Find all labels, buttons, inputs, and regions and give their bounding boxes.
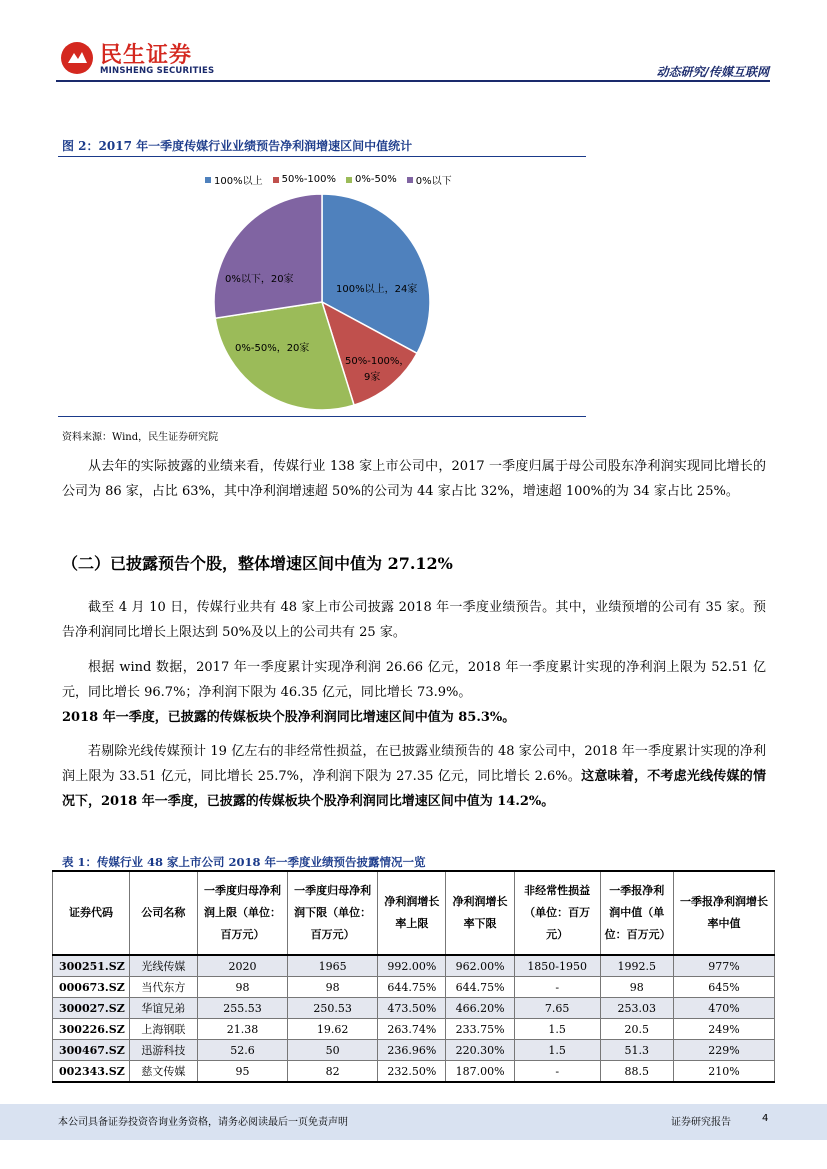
paragraph-4-bold: 这意味着，不考虑光线传媒的情况下，2018 年一季度，已披露的传媒板块个股净利润同比增速区间中值为 14.2%。 bbox=[62, 769, 766, 809]
table-cell: 98 bbox=[197, 977, 287, 998]
table-cell: 50 bbox=[288, 1040, 378, 1061]
table-cell: 962.00% bbox=[446, 955, 514, 977]
table-title: 表 1：传媒行业 48 家上市公司 2018 年一季度业绩预告披露情况一览 bbox=[62, 855, 426, 869]
legend-label: 0%-50% bbox=[355, 174, 397, 185]
legend-label: 50%-100% bbox=[281, 174, 337, 185]
pie-chart bbox=[208, 191, 438, 417]
legend-label: 0%以下 bbox=[415, 176, 452, 187]
paragraph-3-bold: 2018 年一季度，已披露的传媒板块个股净利润同比增速区间中值为 85.3%。 bbox=[62, 710, 516, 725]
table-cell: 977% bbox=[673, 955, 774, 977]
pie-slice-3 bbox=[214, 194, 322, 318]
header-growth-upper: 净利润增长率上限 bbox=[378, 871, 446, 955]
table-cell: 88.5 bbox=[600, 1061, 673, 1083]
table-cell: 迅游科技 bbox=[129, 1040, 197, 1061]
table-cell: 1.5 bbox=[514, 1040, 600, 1061]
table-row bbox=[53, 1061, 775, 1083]
header-lower: 一季度归母净利润下限（单位：百万元） bbox=[288, 871, 378, 955]
table-row bbox=[53, 1040, 775, 1061]
table-cell: 慈文传媒 bbox=[129, 1061, 197, 1083]
table-cell: 233.75% bbox=[446, 1019, 514, 1040]
table-cell: 255.53 bbox=[197, 998, 287, 1019]
table-cell: 52.6 bbox=[197, 1040, 287, 1061]
table-cell: 2020 bbox=[197, 955, 287, 977]
table-cell: 华谊兄弟 bbox=[129, 998, 197, 1019]
table-cell: 1992.5 bbox=[600, 955, 673, 977]
table-cell: 7.65 bbox=[514, 998, 600, 1019]
header-company: 公司名称 bbox=[129, 871, 197, 955]
header-nonrecurring: 非经常性损益（单位：百万元） bbox=[514, 871, 600, 955]
table-cell: 229% bbox=[673, 1040, 774, 1061]
legend-item bbox=[407, 172, 452, 187]
table-cell: 249% bbox=[673, 1019, 774, 1040]
figure-source: 资料来源：Wind，民生证券研究院 bbox=[62, 432, 219, 443]
table-cell: 000673.SZ bbox=[53, 977, 130, 998]
table-cell: 645% bbox=[673, 977, 774, 998]
table-cell: 98 bbox=[600, 977, 673, 998]
table-cell: 250.53 bbox=[288, 998, 378, 1019]
table-cell: 300027.SZ bbox=[53, 998, 130, 1019]
table-cell: 82 bbox=[288, 1061, 378, 1083]
report-category: 动态研究/传媒互联网 bbox=[656, 65, 769, 79]
table-cell: 253.03 bbox=[600, 998, 673, 1019]
table-row bbox=[53, 955, 775, 977]
header-rule bbox=[56, 80, 770, 82]
figure-bottom-rule bbox=[58, 416, 586, 417]
legend-item bbox=[273, 172, 336, 187]
figure-title: 图 2：2017 年一季度传媒行业业绩预告净利润增速区间中值统计 bbox=[62, 139, 413, 153]
header-upper: 一季度归母净利润上限（单位：百万元） bbox=[197, 871, 287, 955]
data-label-slice-3: 0%以下，20家 bbox=[225, 274, 294, 285]
table-cell: - bbox=[514, 977, 600, 998]
table-header-row bbox=[53, 871, 775, 955]
table-cell: 644.75% bbox=[446, 977, 514, 998]
table-cell: 51.3 bbox=[600, 1040, 673, 1061]
data-label-slice-1a: 50%-100%， bbox=[345, 356, 410, 367]
table-cell: 466.20% bbox=[446, 998, 514, 1019]
legend-item bbox=[205, 172, 263, 187]
header-growth-mid: 一季报净利润增长率中值 bbox=[673, 871, 774, 955]
legend-swatch-icon bbox=[205, 177, 211, 183]
legend-swatch-icon bbox=[346, 177, 352, 183]
table-cell: 220.30% bbox=[446, 1040, 514, 1061]
table-cell: 95 bbox=[197, 1061, 287, 1083]
table-cell: 300251.SZ bbox=[53, 955, 130, 977]
table-cell: 21.38 bbox=[197, 1019, 287, 1040]
page-number: 4 bbox=[762, 1113, 769, 1124]
header-mid: 一季报净利润中值（单位：百万元） bbox=[600, 871, 673, 955]
footer-report-type: 证券研究报告 bbox=[671, 1117, 731, 1128]
paragraph-1-text: 从去年的实际披露的业绩来看，传媒行业 138 家上市公司中，2017 一季度归属于母公司股东净利润实现同比增长的公司为 86 家，占比 63%，其中净利润增速超 50%的公司为 44 家占比 32%，增速超 100%的为 34 家占比 25%。 bbox=[62, 459, 766, 499]
paragraph-2 bbox=[62, 595, 766, 645]
table-cell: 1.5 bbox=[514, 1019, 600, 1040]
table-cell: 992.00% bbox=[378, 955, 446, 977]
earnings-table bbox=[52, 870, 775, 1083]
data-label-slice-0: 100%以上，24家 bbox=[336, 284, 418, 295]
table-cell: 1965 bbox=[288, 955, 378, 977]
paragraph-4-text: 若剔除光线传媒预计 19 亿左右的非经常性损益，在已披露业绩预告的 48 家公司中，2018 年一季度累计实现的净利润上限为 33.51 亿元，同比增长 25.7%，净利润下限为 27.35 亿元，同比增长 2.6%。 bbox=[62, 744, 766, 784]
data-label-slice-2: 0%-50%，20家 bbox=[235, 343, 310, 354]
minsheng-logo-icon bbox=[60, 41, 94, 75]
table-cell: 236.96% bbox=[378, 1040, 446, 1061]
chart-legend bbox=[205, 172, 452, 187]
table-cell: 上海钢联 bbox=[129, 1019, 197, 1040]
table-cell: 470% bbox=[673, 998, 774, 1019]
data-label-slice-1b: 9家 bbox=[364, 372, 381, 383]
paragraph-4 bbox=[62, 739, 766, 814]
table-cell: - bbox=[514, 1061, 600, 1083]
table-cell: 187.00% bbox=[446, 1061, 514, 1083]
table-row bbox=[53, 977, 775, 998]
table-cell: 20.5 bbox=[600, 1019, 673, 1040]
table-cell: 263.74% bbox=[378, 1019, 446, 1040]
table-cell: 002343.SZ bbox=[53, 1061, 130, 1083]
footer-disclaimer: 本公司具备证券投资咨询业务资格，请务必阅读最后一页免责声明 bbox=[58, 1117, 348, 1128]
logo-text-en: MINSHENG SECURITIES bbox=[100, 66, 215, 76]
table-cell: 300467.SZ bbox=[53, 1040, 130, 1061]
legend-label: 100%以上 bbox=[214, 176, 263, 187]
table-row bbox=[53, 1019, 775, 1040]
section-heading: （二）已披露预告个股，整体增速区间中值为 27.12% bbox=[62, 554, 453, 573]
table-cell: 210% bbox=[673, 1061, 774, 1083]
header-growth-lower: 净利润增长率下限 bbox=[446, 871, 514, 955]
paragraph-1 bbox=[62, 454, 766, 504]
table-cell: 300226.SZ bbox=[53, 1019, 130, 1040]
table-cell: 644.75% bbox=[378, 977, 446, 998]
paragraph-3 bbox=[62, 655, 766, 730]
table-cell: 当代东方 bbox=[129, 977, 197, 998]
table-cell: 98 bbox=[288, 977, 378, 998]
legend-swatch-icon bbox=[407, 177, 413, 183]
legend-swatch-icon bbox=[273, 177, 279, 183]
paragraph-3-text: 根据 wind 数据，2017 年一季度累计实现净利润 26.66 亿元，2018 年一季度累计实现的净利润上限为 52.51 亿元，同比增长 96.7%；净利润下限为 46.35 亿元，同比增长 73.9%。 bbox=[62, 660, 766, 700]
figure-top-rule bbox=[58, 156, 586, 157]
table-cell: 19.62 bbox=[288, 1019, 378, 1040]
table-cell: 1850-1950 bbox=[514, 955, 600, 977]
table-row bbox=[53, 998, 775, 1019]
paragraph-2-text: 截至 4 月 10 日，传媒行业共有 48 家上市公司披露 2018 年一季度业绩预告。其中，业绩预增的公司有 35 家。预告净利润同比增长上限达到 50%及以上的公司共有 25 家。 bbox=[62, 600, 766, 640]
logo-text-cn: 民生证券 bbox=[100, 43, 193, 68]
header-code: 证券代码 bbox=[53, 871, 130, 955]
legend-item bbox=[346, 172, 397, 187]
table-cell: 光线传媒 bbox=[129, 955, 197, 977]
table-cell: 232.50% bbox=[378, 1061, 446, 1083]
table-cell: 473.50% bbox=[378, 998, 446, 1019]
